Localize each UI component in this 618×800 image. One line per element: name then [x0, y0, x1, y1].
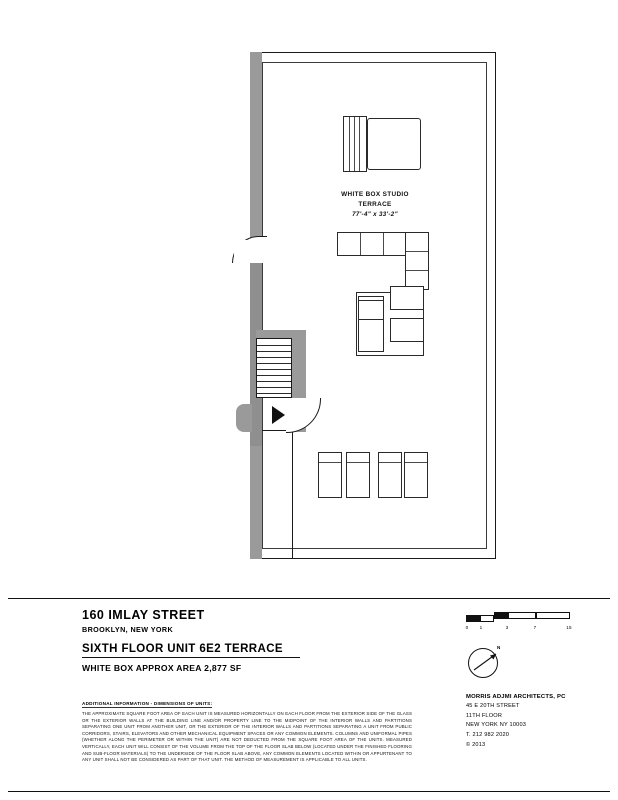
notes-heading: ADDITIONAL INFORMATION - DIMENSIONS OF UNITS:: [82, 701, 213, 706]
north-arrow-label: N: [497, 645, 501, 650]
firm-city-state-zip: NEW YORK NY 10003: [466, 722, 527, 729]
scale-tick-7: 7: [533, 625, 537, 630]
entry-direction-arrow-icon: [272, 406, 285, 424]
notes-body: THE APPROXIMATE SQUARE FOOT AREA OF EACH UNIT IS MEASURED HORIZONTALLY ON EACH FLOOR FROM THE EXTERIOR SIDE OF THE GLASS OR THE EXTERIOR WALLS AT THE BUILDING LINE AND/OR PROPERTY LINE TO THE MIDPOINT OF THE INTERIOR WALLS AND PARTITIONS SEPARATING ONE UNIT FROM ANOTHER UNIT, OR THE EXTERIOR OF THE INTERIOR WALLS AND PARTITIONS SEPARATING A UNIT FROM PUBLIC CORRIDORS, STAIRS, ELEVATORS AND OTHER MECHANICAL EQUIPMENT SPACES OR ANY COMMON ELEMENTS. COLUMNS AND UNIFORMAL PIPES (WHETHER ALONG THE PERIMETER OR WITHIN THE UNIT) ARE NOT DEDUCTED FROM THE SQUARE FOOT AREA OF THE UNITS. MEASURED VERTICALLY, EACH UNIT WILL CONSIST OF THE VOLUME FROM THE TOP OF THE FLOOR SLAB BELOW (LOCATED UNDER THE FINISHED FLOORING AND SUB-FLOOR MATERIALS) TO THE UNDERSIDE OF THE FLOOR SLAB ABOVE, ANY COMMON ELEMENTS LOCATED WITHIN OR APPURTENANT TO ANY UNIT SHALL NOT BE CONSIDERED AS PART OF THAT UNIT. THE METHOD OF MEASUREMENT IS APPLICABLE TO ALL UNITS.: [82, 711, 412, 763]
title-block-top-rule: [8, 598, 610, 599]
firm-copyright: © 2013: [466, 741, 486, 748]
bed-furniture-icon: [318, 452, 342, 498]
additional-information-notes: [82, 692, 412, 764]
lounge-table-secondary-icon: [358, 300, 384, 320]
north-arrow-icon: [466, 644, 512, 684]
north-arrow-needle: [472, 652, 502, 674]
curved-partition-upper-fill: [234, 240, 264, 262]
project-address: 160 IMLAY STREET: [82, 608, 205, 622]
architect-firm-block: [466, 692, 606, 750]
room-dimensions: 77'-4" x 33'-2": [352, 210, 398, 218]
room-label-block: [305, 190, 445, 219]
title-block: [82, 608, 442, 673]
room-label: WHITE BOX STUDIO: [341, 191, 409, 198]
scale-bar: [466, 612, 570, 634]
firm-floor: 11TH FLOOR: [466, 712, 503, 719]
scale-tick-1: 1: [479, 625, 483, 630]
stair-run: [256, 338, 292, 398]
bed-furniture-icon: [404, 452, 428, 498]
lounge-sofa-lower-icon: [390, 318, 424, 342]
firm-phone: T. 212 982 2020: [466, 731, 510, 738]
entry-alcove-poche: [236, 404, 252, 432]
lounge-sofa-upper-icon: [390, 286, 424, 310]
unit-area: WHITE BOX APPROX AREA 2,877 SF: [82, 663, 242, 673]
firm-street: 45 E 20TH STREET: [466, 703, 520, 710]
scale-bar-ticks: [466, 625, 576, 634]
stair-wall-top: [256, 330, 306, 338]
terrace-separation-line-vertical: [292, 430, 293, 559]
scale-tick-15: 15: [566, 625, 572, 630]
scale-tick-3: 3: [505, 625, 509, 630]
room-label-line2: TERRACE: [358, 200, 392, 208]
bed-furniture-icon: [346, 452, 370, 498]
firm-name: MORRIS ADJMI ARCHITECTS, PC: [466, 694, 566, 700]
sectional-sofa-vertical-icon: [405, 232, 429, 290]
project-city: BROOKLYN, NEW YORK: [82, 625, 174, 634]
scale-tick-0: 0: [465, 625, 469, 630]
title-block-bottom-rule: [8, 791, 610, 792]
unit-title: SIXTH FLOOR UNIT 6E2 TERRACE: [82, 643, 283, 655]
bed-furniture-icon: [378, 452, 402, 498]
unit-title-underline: [82, 657, 300, 658]
headboard-furniture-icon: [343, 116, 367, 172]
scale-bar-segments: [466, 612, 570, 625]
bed-furniture-icon: [367, 118, 421, 170]
